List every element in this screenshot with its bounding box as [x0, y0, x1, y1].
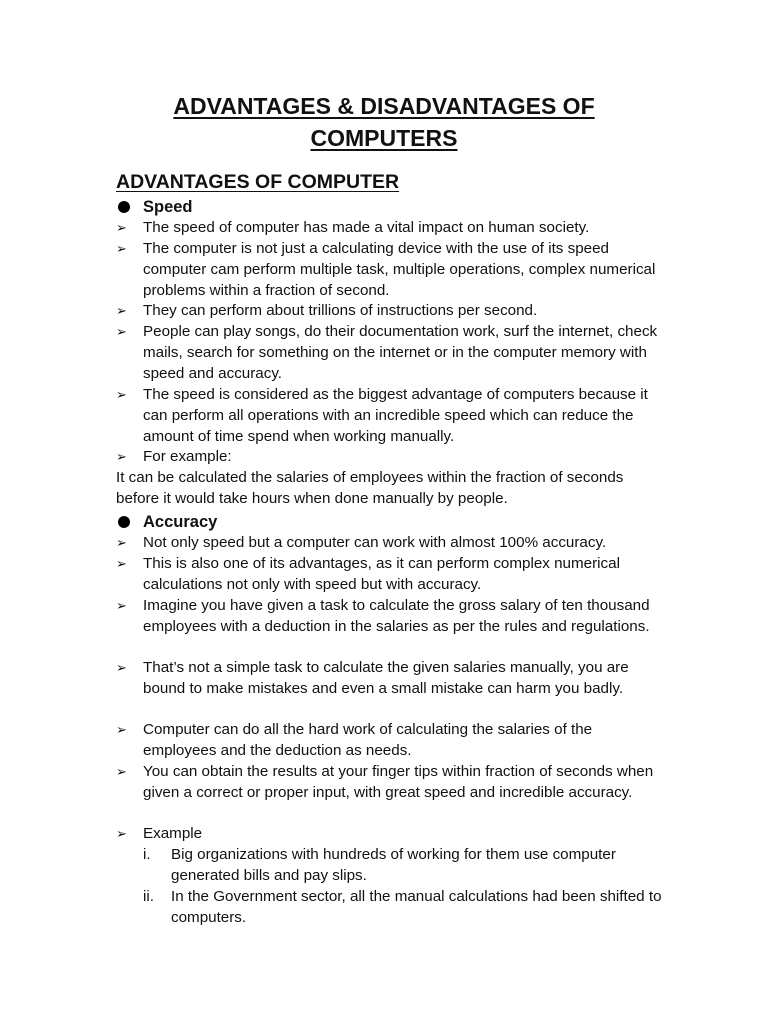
arrow-bullet-icon: ➢	[116, 556, 127, 571]
subheading-accuracy-label: Accuracy	[143, 513, 218, 531]
document-title-line-1: ADVANTAGES & DISADVANTAGES OF	[173, 93, 595, 119]
subheading-speed-label: Speed	[143, 198, 193, 216]
list-item-text: The speed is considered as the biggest advantage of computers because it can perform all operations with an incredible speed which can reduce the amount of time spend when working manually.	[143, 386, 648, 445]
example-item-text: Big organizations with hundreds of working for them use computer generated bills and pay slips.	[171, 846, 616, 884]
arrow-bullet-icon: ➢	[116, 764, 127, 779]
list-item-text: Imagine you have given a task to calculate the gross salary of ten thousand employees with a deduction in the salaries as per the rules and regulations.	[143, 597, 650, 635]
list-item-text: Computer can do all the hard work of calculating the salaries of the employees and the deduction as needs.	[143, 721, 593, 759]
subheading-accuracy	[116, 511, 217, 533]
list-item-text: You can obtain the results at your finger tips within fraction of seconds when given a correct or proper input, with great speed and incredible accuracy.	[143, 763, 654, 801]
example-item-number: ii.	[143, 888, 154, 905]
subheading-speed	[116, 196, 193, 218]
list-item-text: For example:	[143, 448, 232, 465]
arrow-bullet-icon: ➢	[116, 598, 127, 613]
list-item-text: Example	[143, 825, 203, 842]
example-item-text: In the Government sector, all the manual calculations had been shifted to computers.	[171, 888, 662, 926]
bullet-dot-icon	[118, 516, 130, 528]
arrow-bullet-icon: ➢	[116, 826, 127, 841]
list-item	[116, 447, 664, 468]
example-item-number: i.	[143, 846, 151, 863]
list-item	[116, 533, 664, 554]
list-item-text: People can play songs, do their documentation work, surf the internet, check mails, search for something on the internet or in the computer memory with speed and accuracy.	[143, 323, 658, 382]
list-item	[116, 824, 664, 845]
arrow-bullet-icon: ➢	[116, 324, 127, 339]
list-item	[116, 239, 664, 301]
arrow-bullet-icon: ➢	[116, 722, 127, 737]
list-item	[116, 596, 664, 638]
bullet-dot-icon	[118, 201, 130, 213]
document-title-line-2: COMPUTERS	[310, 125, 458, 151]
list-item	[116, 720, 664, 762]
list-item	[116, 385, 664, 447]
arrow-bullet-icon: ➢	[116, 535, 127, 550]
list-item	[116, 554, 664, 596]
list-item-text: The speed of computer has made a vital impact on human society.	[143, 219, 590, 236]
arrow-bullet-icon: ➢	[116, 660, 127, 675]
list-item	[116, 322, 664, 384]
list-item-text: That’s not a simple task to calculate the given salaries manually, you are bound to make mistakes and even a small mistake can harm you badly.	[143, 659, 629, 697]
arrow-bullet-icon: ➢	[116, 220, 127, 235]
list-item	[116, 762, 664, 804]
example-paragraph: It can be calculated the salaries of employees within the fraction of seconds before it would take hours when done manually by people.	[116, 469, 624, 507]
list-item	[116, 301, 664, 322]
arrow-bullet-icon: ➢	[116, 449, 127, 464]
list-item	[116, 218, 664, 239]
section-heading: ADVANTAGES OF COMPUTER	[116, 171, 400, 193]
list-item-text: They can perform about trillions of instructions per second.	[143, 302, 538, 319]
list-item	[116, 658, 664, 700]
example-item	[143, 887, 663, 929]
list-item-text: The computer is not just a calculating device with the use of its speed computer cam perform multiple task, multiple operations, complex numerical problems within a fraction of second.	[143, 240, 656, 299]
list-item-text: This is also one of its advantages, as it can perform complex numerical calculations not only with speed but with accuracy.	[143, 555, 620, 593]
arrow-bullet-icon: ➢	[116, 387, 127, 402]
example-item	[143, 845, 663, 887]
arrow-bullet-icon: ➢	[116, 241, 127, 256]
list-item-text: Not only speed but a computer can work with almost 100% accuracy.	[143, 534, 607, 551]
arrow-bullet-icon: ➢	[116, 303, 127, 318]
